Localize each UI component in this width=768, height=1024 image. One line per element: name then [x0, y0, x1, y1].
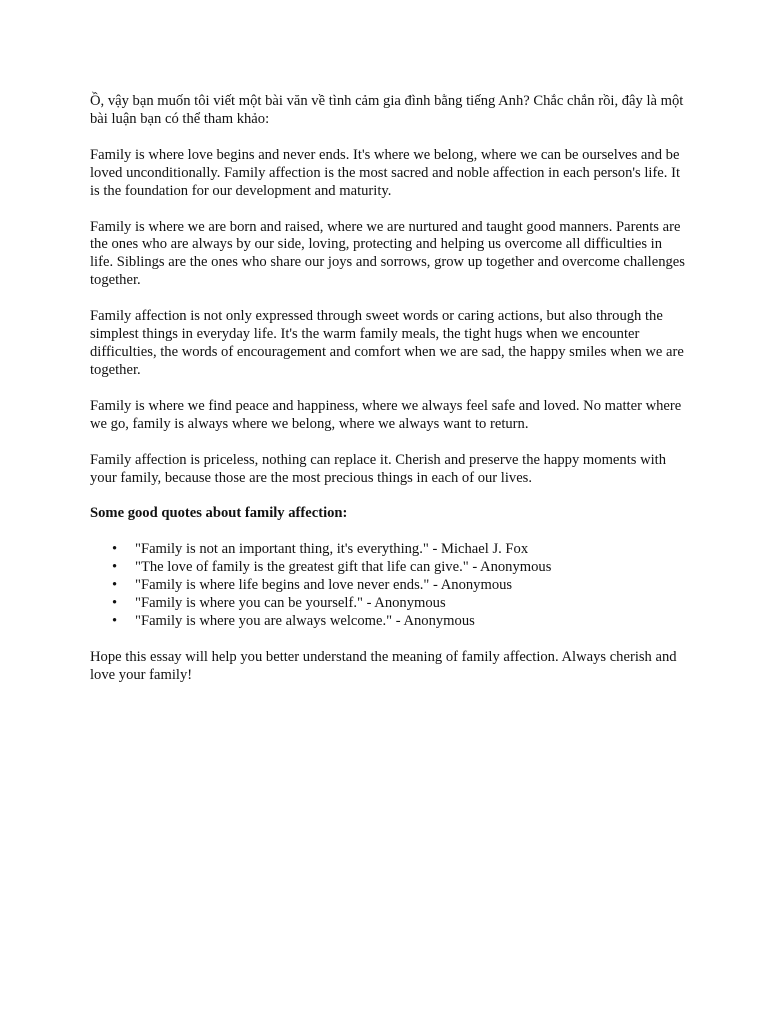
quote-text: "Family is where you can be yourself." - Anonymous: [135, 595, 446, 612]
quotes-list: [90, 541, 686, 631]
intro-paragraph: Ồ, vậy bạn muốn tôi viết một bài văn về tình cảm gia đình bằng tiếng Anh? Chắc chắn rồi, đây là một bài luận bạn có thể tham khảo:: [90, 93, 684, 127]
document-page: [90, 93, 686, 703]
list-item: [90, 613, 686, 631]
list-item: [90, 541, 686, 559]
bullet-icon: •: [112, 612, 118, 629]
list-item: [90, 559, 686, 577]
essay-paragraph-1: Family is where love begins and never ends. It's where we belong, where we can be ourselves and be loved unconditionally. Family affection is the most sacred and noble affection in each person's life. It is the foundation for our development and maturity.: [90, 146, 680, 199]
closing-paragraph: Hope this essay will help you better understand the meaning of family affection. Always cherish and love your family!: [90, 648, 677, 683]
essay-paragraph-5: Family affection is priceless, nothing can replace it. Cherish and preserve the happy moments with your family, because those are the most precious things in each of our lives.: [90, 451, 667, 486]
quote-text: "Family is not an important thing, it's everything." - Michael J. Fox: [135, 541, 529, 558]
quote-text: "The love of family is the greatest gift that life can give." - Anonymous: [135, 559, 552, 576]
list-item: [90, 577, 686, 595]
bullet-icon: •: [112, 595, 118, 612]
bullet-icon: •: [112, 577, 118, 594]
essay-paragraph-3: Family affection is not only expressed through sweet words or caring actions, but also through the simplest things in everyday life. It's the warm family meals, the tight hugs when we encounter difficulties, the words of encouragement and comfort when we are sad, the happy smiles when we are together.: [90, 308, 684, 378]
bullet-icon: •: [112, 541, 118, 558]
essay-paragraph-4: Family is where we find peace and happiness, where we always feel safe and loved. No matter where we go, family is always where we belong, where we always want to return.: [90, 397, 682, 432]
list-item: [90, 595, 686, 613]
quote-text: "Family is where life begins and love never ends." - Anonymous: [135, 577, 513, 594]
quote-text: "Family is where you are always welcome." - Anonymous: [135, 612, 475, 629]
essay-paragraph-2: Family is where we are born and raised, where we are nurtured and taught good manners. Parents are the ones who are always by our side, loving, protecting and helping us overcome all difficulties in life. Siblings are the ones who share our joys and sorrows, grow up together and overcome challenges together.: [90, 218, 685, 289]
quotes-heading: Some good quotes about family affection:: [90, 505, 348, 522]
bullet-icon: •: [112, 559, 118, 576]
